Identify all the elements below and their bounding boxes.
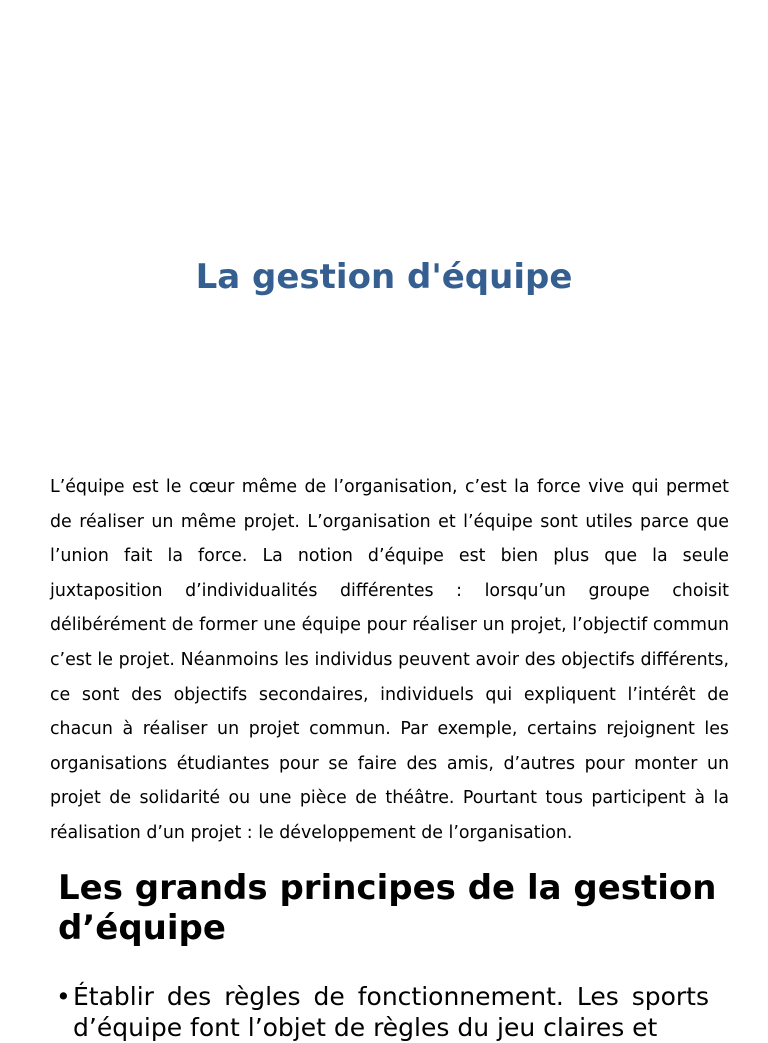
bullet-list <box>56 981 709 1042</box>
bullet-icon: • <box>56 982 71 1011</box>
slide-heading: Les grands principes de la gestion d’équipe <box>58 868 717 948</box>
intro-text-block <box>50 470 729 866</box>
page-title: La gestion d'équipe <box>195 257 573 297</box>
intro-paragraph: L’équipe est le cœur même de l’organisation, c’est la force vive qui permet de réaliser un même projet. L’organisation et l’équipe sont utiles parce que l’union fait la force. La notion d’équipe est bien plus que la seule juxtaposition d’individualités différentes : lorsqu’un groupe choisit délibérément de former une équipe pour réaliser un projet, l’objectif commun c’est le projet. Néanmoins les individus peuvent avoir des objectifs différents, ce sont des objectifs secondaires, individuels qui expliquent l’intérêt de chacun à réaliser un projet commun. Par exemple, certains rejoignent les organisations étudiantes pour se faire des amis, d’autres pour monter un projet de solidarité ou une pièce de théâtre. Pourtant tous participent à la réalisation d’un projet : le développement de l’organisation. <box>50 477 729 843</box>
bullet-item <box>56 981 709 1043</box>
bullet-text: Établir des règles de fonctionnement. Les sports d’équipe font l’objet de règles du jeu claires et <box>73 982 709 1042</box>
